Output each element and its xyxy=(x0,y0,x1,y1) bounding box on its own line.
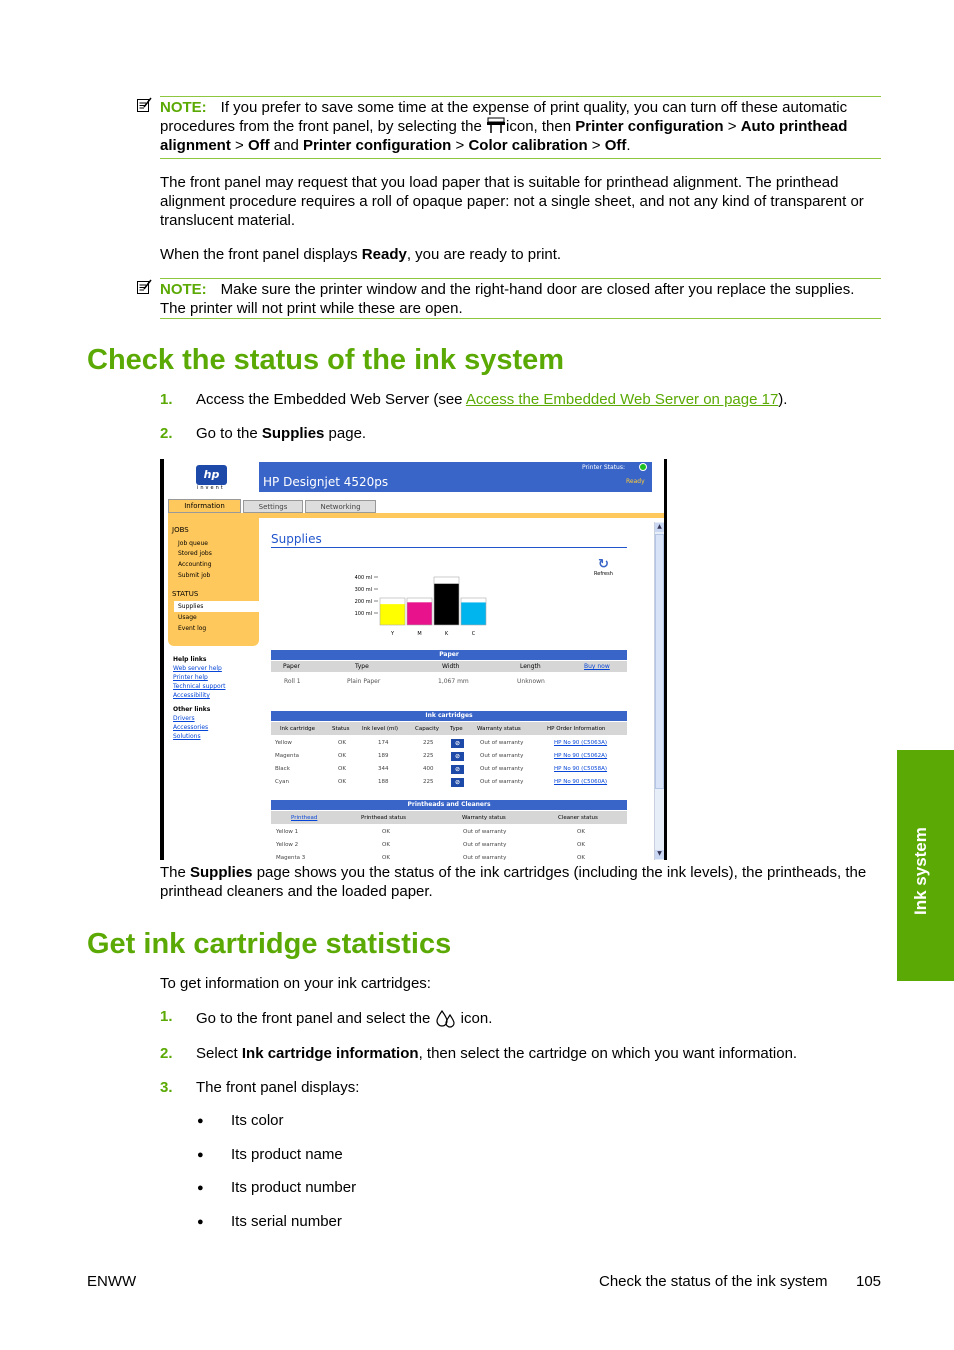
x-tick-label: M xyxy=(417,631,422,637)
text: Go to the xyxy=(196,425,262,442)
frame-border xyxy=(664,459,667,860)
bullet-icon: ● xyxy=(197,1182,204,1194)
note-icon xyxy=(136,97,152,113)
printhead-link[interactable]: Printhead xyxy=(291,815,318,821)
table-cell: OK xyxy=(338,740,346,746)
paragraph: To get information on your ink cartridges: xyxy=(160,975,431,992)
refresh-icon[interactable]: ↻ xyxy=(598,557,609,572)
x-tick-label: K xyxy=(444,631,449,637)
table-cell: 1,067 mm xyxy=(438,678,469,685)
col-header: Ink cartridge xyxy=(280,726,316,732)
link-drivers[interactable]: Drivers xyxy=(173,715,195,722)
link-accessibility[interactable]: Accessibility xyxy=(173,692,210,699)
table-cell: Roll 1 xyxy=(284,678,301,685)
text: Select xyxy=(196,1045,242,1062)
menu-path: Printer configuration xyxy=(303,137,452,154)
bullet-item: Its color xyxy=(231,1112,284,1129)
printer-status-value: Ready xyxy=(626,478,645,485)
nav-item-supplies[interactable]: Supplies xyxy=(178,603,204,610)
col-header: Printhead status xyxy=(361,815,407,821)
table-cell: 188 xyxy=(378,779,389,785)
footer-left: ENWW xyxy=(87,1273,137,1290)
table-cell: 189 xyxy=(378,753,389,759)
printhead-table-title: Printheads and Cleaners xyxy=(271,800,627,810)
ink-bar-c xyxy=(461,602,486,625)
ink-bar-y xyxy=(380,604,405,625)
text: , then select the cartridge on which you want information. xyxy=(418,1045,798,1062)
col-header: Warranty status xyxy=(477,726,521,732)
step-number: 1. xyxy=(160,391,173,408)
hp-logo-icon: hp xyxy=(196,465,227,485)
table-cell: Out of warranty xyxy=(463,829,507,835)
table-cell: Magenta xyxy=(275,753,300,759)
ink-drops-icon xyxy=(435,1008,457,1028)
table-cell: 344 xyxy=(378,766,389,772)
bullet-icon: ● xyxy=(197,1115,204,1127)
menu-path: Auto printhead alignment xyxy=(160,118,848,154)
col-header: Warranty status xyxy=(462,815,506,821)
text: page shows you the status of the ink cartridges (including the ink levels), the printheads, the printhead cleaners and the loaded paper. xyxy=(160,864,867,900)
col-header: Paper xyxy=(283,663,300,670)
col-header: Length xyxy=(520,663,541,670)
order-link[interactable]: HP No 90 (C5058A) xyxy=(554,766,608,772)
note-icon xyxy=(136,279,152,295)
step-text xyxy=(196,1045,797,1062)
nav-item-usage[interactable]: Usage xyxy=(178,614,197,621)
col-header: Cleaner status xyxy=(558,815,598,821)
section-heading: Check the status of the ink system xyxy=(87,344,565,376)
page-link[interactable]: Access the Embedded Web Server on page 17 xyxy=(465,391,779,408)
step-text xyxy=(196,425,366,442)
menu-path: Color calibration xyxy=(468,137,588,154)
paper-table-title: Paper xyxy=(271,650,627,660)
scroll-thumb[interactable] xyxy=(655,534,664,789)
table-cell: Yellow 2 xyxy=(276,842,299,848)
text: Access the Embedded Web Server (see xyxy=(196,391,466,408)
product-title: HP Designjet 4520ps xyxy=(263,475,389,489)
col-header: Type xyxy=(450,726,463,732)
table-cell: Cyan xyxy=(275,779,289,785)
note-box xyxy=(160,96,881,159)
table-cell: Out of warranty xyxy=(463,842,507,848)
section-heading: Get ink cartridge statistics xyxy=(87,928,452,960)
table-cell: 400 xyxy=(423,766,434,772)
hp-type-icon: ⊘ xyxy=(451,765,464,774)
note-label: NOTE: xyxy=(160,99,207,116)
hp-type-icon: ⊘ xyxy=(451,739,464,748)
page-number: 105 xyxy=(856,1273,882,1290)
table-cell: OK xyxy=(577,842,585,848)
hp-type-icon: ⊘ xyxy=(451,778,464,787)
frame-border xyxy=(160,459,164,860)
table-cell: 225 xyxy=(423,753,434,759)
printer-menu-icon xyxy=(486,117,506,134)
order-link[interactable]: HP No 90 (C5063A) xyxy=(554,740,608,746)
note-text: . xyxy=(626,137,631,154)
y-tick-label: 400 ml xyxy=(354,575,372,581)
table-cell: Yellow xyxy=(275,740,292,746)
side-tab-label: Ink system xyxy=(911,827,930,915)
table-cell: Out of warranty xyxy=(480,753,524,759)
menu-path: Off xyxy=(247,137,270,154)
page-title: Supplies xyxy=(271,532,322,546)
text: ). xyxy=(778,391,788,408)
separator: > xyxy=(451,137,469,154)
table-cell: 225 xyxy=(423,779,434,785)
note-text: and xyxy=(269,137,303,154)
y-tick-label: 200 ml xyxy=(354,599,372,605)
cartridge-table-title: Ink cartridges xyxy=(271,711,627,721)
y-tick-label: 100 ml xyxy=(354,611,372,617)
order-link[interactable]: HP No 90 (C5060A) xyxy=(554,779,608,785)
step-number: 3. xyxy=(160,1079,173,1096)
col-header: HP Order Information xyxy=(547,726,606,732)
table-cell: OK xyxy=(577,855,585,860)
table-cell: Magenta 3 xyxy=(276,855,306,860)
other-heading: Other links xyxy=(173,706,211,713)
nav-item-job-queue[interactable]: Job queue xyxy=(178,540,208,547)
ews-screenshot xyxy=(160,459,667,860)
bold-text: Supplies xyxy=(261,425,325,442)
link-solutions[interactable]: Solutions xyxy=(173,733,201,740)
bold-text: Ink cartridge information xyxy=(241,1045,419,1062)
x-tick-label: C xyxy=(471,631,476,637)
table-cell: Yellow 1 xyxy=(276,829,299,835)
text: icon. xyxy=(460,1010,493,1027)
separator: > xyxy=(723,118,741,135)
ink-bar-m xyxy=(407,602,432,625)
table-cell: OK xyxy=(382,855,390,860)
step-text: The front panel displays: xyxy=(196,1079,360,1096)
bullet-item: Its serial number xyxy=(231,1213,342,1230)
nav-heading: STATUS xyxy=(172,590,199,598)
bullet-item: Its product name xyxy=(231,1146,343,1163)
col-header: Status xyxy=(332,726,350,732)
buy-now-link[interactable]: Buy now xyxy=(584,663,610,670)
col-header: Width xyxy=(442,663,460,670)
step-number: 1. xyxy=(160,1008,173,1025)
table-cell: Out of warranty xyxy=(463,855,507,860)
text: page. xyxy=(324,425,367,442)
table-cell: Plain Paper xyxy=(347,678,381,685)
step-number: 2. xyxy=(160,425,173,442)
title-rule xyxy=(271,547,627,548)
table-cell: Unknown xyxy=(517,678,545,685)
paragraph: The front panel may request that you load paper that is suitable for printhead alignment. The printhead alignment procedure requires a roll of opaque paper: not a single sheet, and not any kind of transparent or translucent material. xyxy=(160,174,864,229)
text: The xyxy=(160,864,191,881)
menu-path: Printer configuration xyxy=(575,118,724,135)
note-text: If you prefer to save some time at the expense of print quality, you can turn off these automatic procedures from the front panel, by selecting the xyxy=(160,99,848,135)
tab-information[interactable]: Information xyxy=(168,499,241,513)
table-cell: Out of warranty xyxy=(480,779,524,785)
ink-level-chart xyxy=(340,563,500,638)
col-header: Capacity xyxy=(415,726,440,732)
note-box xyxy=(160,278,881,319)
table-cell: OK xyxy=(338,779,346,785)
help-heading: Help links xyxy=(173,656,207,663)
ink-bar-k xyxy=(434,584,459,625)
bullet-item: Its product number xyxy=(231,1179,357,1196)
paragraph xyxy=(160,245,881,264)
paragraph xyxy=(160,863,881,901)
printer-status-label: Printer Status: xyxy=(582,464,626,471)
note-text: icon, then xyxy=(506,118,572,135)
table-cell: OK xyxy=(382,842,390,848)
table-cell: Black xyxy=(275,766,290,772)
scroll-up-icon[interactable]: ▲ xyxy=(655,523,664,532)
nav-item-event-log[interactable]: Event log xyxy=(178,625,207,632)
bold-text: Ready xyxy=(361,246,407,263)
table-cell: Out of warranty xyxy=(480,766,524,772)
tab-settings[interactable]: Settings xyxy=(243,500,303,513)
refresh-label[interactable]: Refresh xyxy=(594,571,613,577)
link-technical-support[interactable]: Technical support xyxy=(173,683,226,690)
step-text xyxy=(196,391,787,408)
bold-text: Supplies xyxy=(190,864,253,881)
menu-path: Off xyxy=(604,137,627,154)
separator: > xyxy=(230,137,248,154)
text: When the front panel displays xyxy=(160,246,362,263)
text: , you are ready to print. xyxy=(406,246,562,263)
nav-item-stored-jobs[interactable]: Stored jobs xyxy=(178,550,212,557)
step-text xyxy=(196,1008,492,1028)
table-cell: 174 xyxy=(378,740,389,746)
nav-item-submit-job[interactable]: Submit job xyxy=(178,572,211,579)
table-cell: OK xyxy=(338,766,346,772)
logo-text: invent xyxy=(197,485,225,491)
hp-type-icon: ⊘ xyxy=(451,752,464,761)
nav-item-accounting[interactable]: Accounting xyxy=(178,561,212,568)
scroll-down-icon[interactable]: ▼ xyxy=(655,850,664,859)
separator: > xyxy=(587,137,605,154)
order-link[interactable]: HP No 90 (C5062A) xyxy=(554,753,608,759)
link-web-server-help[interactable]: Web server help xyxy=(173,665,222,672)
col-header: Type xyxy=(355,663,369,670)
table-cell: Out of warranty xyxy=(480,740,524,746)
note-label: NOTE: xyxy=(160,281,207,298)
y-tick-label: 300 ml xyxy=(354,587,372,593)
table-cell: OK xyxy=(382,829,390,835)
table-cell: OK xyxy=(338,753,346,759)
table-cell: OK xyxy=(577,829,585,835)
status-light-icon xyxy=(639,463,647,471)
text: Go to the front panel and select the xyxy=(196,1010,431,1027)
side-tab xyxy=(897,750,954,981)
col-header: Ink level (ml) xyxy=(362,726,399,732)
table-cell: 225 xyxy=(423,740,434,746)
step-number: 2. xyxy=(160,1045,173,1062)
link-printer-help[interactable]: Printer help xyxy=(173,674,208,681)
bullet-icon: ● xyxy=(197,1149,204,1161)
footer-title: Check the status of the ink system xyxy=(599,1273,828,1290)
tab-networking[interactable]: Networking xyxy=(305,500,376,513)
bullet-icon: ● xyxy=(197,1216,204,1228)
x-tick-label: Y xyxy=(390,631,395,637)
note-text: Make sure the printer window and the right-hand door are closed after you replace the supplies. The printer will not print while these are open. xyxy=(160,281,855,317)
nav-heading: JOBS xyxy=(172,526,189,534)
link-accessories[interactable]: Accessories xyxy=(173,724,209,731)
